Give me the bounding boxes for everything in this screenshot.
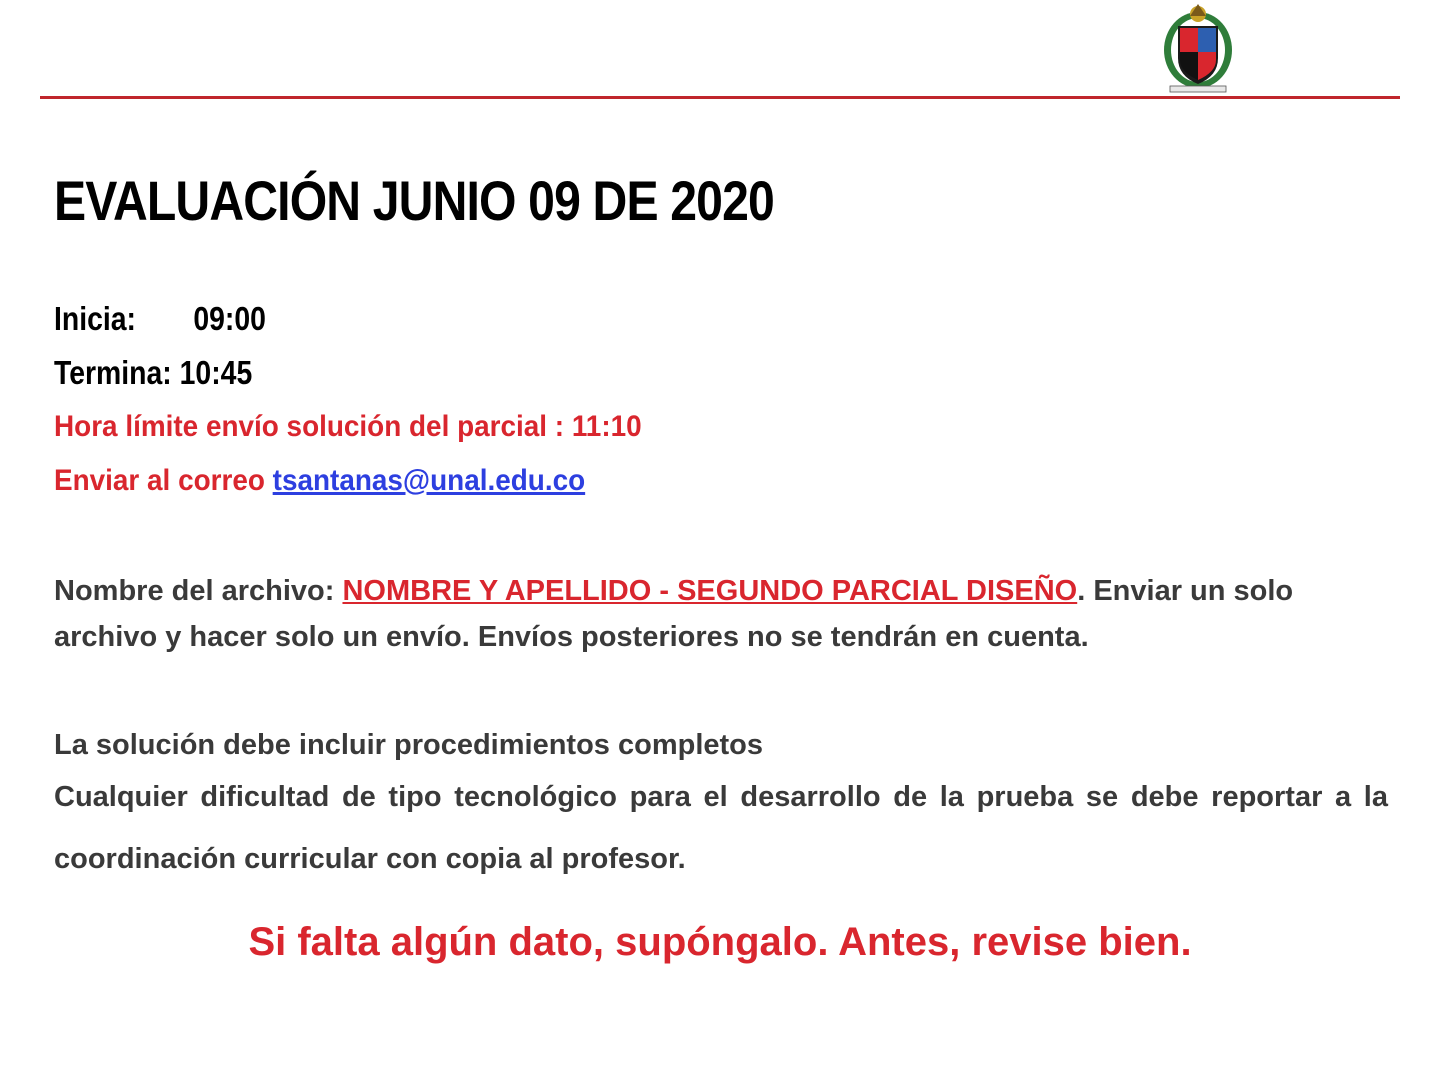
page-title: EVALUACIÓN JUNIO 09 DE 2020 (54, 169, 774, 232)
start-time-value: 09:00 (193, 300, 266, 337)
end-time-value: 10:45 (179, 354, 253, 391)
filename-rest: . Enviar un solo archivo y hacer solo un envío. Envíos posteriores no se tendrán en cuenta. (54, 575, 1294, 653)
start-time-row (54, 300, 266, 338)
closing-note: Si falta algún dato, supóngalo. Antes, revise bien. (248, 920, 1192, 964)
end-label: Termina: (54, 354, 172, 391)
send-label: Enviar al correo (54, 464, 265, 497)
procedures-note: La solución debe incluir procedimientos completos (54, 729, 764, 761)
university-crest-icon (1160, 0, 1236, 96)
start-label: Inicia: (54, 300, 137, 337)
difficulty-note: Cualquier dificultad de tipo tecnológico para el desarrollo de la prueba se debe reportar a la coordinación curricular con copia al profesor. (54, 781, 1388, 875)
deadline-text: Hora límite envío solución del parcial : 11:10 (54, 410, 642, 443)
filename-label: Nombre del archivo: (54, 575, 335, 607)
filename-value: NOMBRE Y APELLIDO - SEGUNDO PARCIAL DISEÑO (342, 575, 1078, 607)
end-time-row (54, 354, 252, 392)
header-divider (40, 96, 1400, 99)
email-link[interactable]: tsantanas@unal.edu.co (272, 464, 586, 497)
filename-instructions (54, 568, 1388, 660)
email-row (54, 464, 585, 498)
